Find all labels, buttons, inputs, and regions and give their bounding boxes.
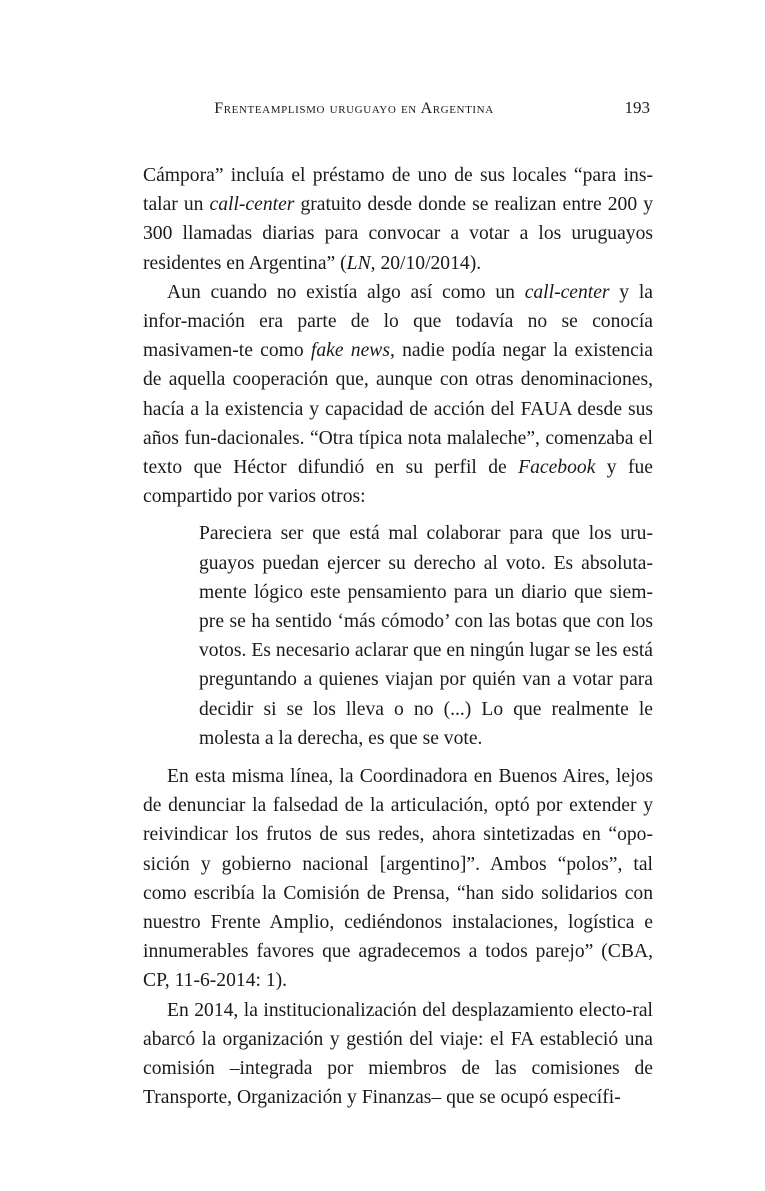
paragraph-1-text-b: gratuito desde donde se realizan entre 200 y 300 llamadas diarias para convocar a votar a los uruguayos residentes en Argentina” ( xyxy=(143,194,653,274)
paragraph-2-text-d: y fue compartido por varios otros: xyxy=(143,457,653,508)
paragraph-3: En esta misma línea, la Coordinadora en Buenos Aires, lejos de denunciar la falsedad de la articulación, optó por extender y reivindicar los frutos de sus redes, ahora sintetizadas en “opo-sición y gobierno nacional [argentino]”. Ambos “polos”, tal como escribía la Comisión de Prensa, “han sido solidarios con nuestro Frente Amplio, cediéndonos instalaciones, logística e innumerables favores que agradecemos a todos parejo” (CBA, CP, 11-6-2014: 1). xyxy=(143,766,653,992)
paragraph-2-text-a: Aun cuando no existía algo así como un xyxy=(167,281,525,303)
running-title: Frenteamplismo uruguayo en Argentina xyxy=(214,100,494,117)
paragraph-1-italic-b: LN xyxy=(346,252,371,274)
paragraph-1 xyxy=(143,161,653,278)
paragraph-2-italic-a: call-center xyxy=(524,281,610,303)
page-number: 193 xyxy=(624,98,650,117)
paragraph-2-italic-b: fake news xyxy=(310,340,390,362)
paragraph-1-text-a: Cámpora” incluía el préstamo de uno de sus locales “para ins-talar un xyxy=(143,165,653,216)
paragraph-4: En 2014, la institucionalización del desplazamiento electo-ral abarcó la organización y gestión del viaje: el FA estableció una comisión –integrada por miembros de las comisiones de Transporte, Organización y Finanzas– que se ocupó específi- xyxy=(143,999,653,1109)
body-text xyxy=(143,161,653,1113)
paragraph-2 xyxy=(143,278,653,512)
paragraph-2-text-b: y la infor-mación era parte de lo que todavía no se conocía masivamen-te como xyxy=(143,281,653,362)
paragraph-2-text-c: , nadie podía negar la existencia de aquella cooperación que, aunque con otras denominaciones, hacía a la existencia y capacidad de acción del FAUA desde sus años fun-dacionales. “Otra típica nota malaleche”, comenzaba el texto que Héctor difundió en su perfil de xyxy=(143,340,653,479)
paragraph-1-italic-a: call-center xyxy=(209,194,295,216)
block-quote: Pareciera ser que está mal colaborar para que los uru-guayos puedan ejercer su derecho al voto. Es absoluta-mente lógico este pensamiento para un diario que siem-pre se ha sentido ‘más cómodo’ con las botas que con los votos. Es necesario aclarar que en ningún lugar se les está preguntando a quienes viajan por quién van a votar para decidir si se los lleva o no (...) Lo que realmente le molesta a la derecha, es que se vote. xyxy=(199,523,653,749)
running-head xyxy=(150,98,650,122)
paragraph-1-text-c: , 20/10/2014). xyxy=(370,252,482,274)
paragraph-2-italic-c: Facebook xyxy=(518,457,596,479)
